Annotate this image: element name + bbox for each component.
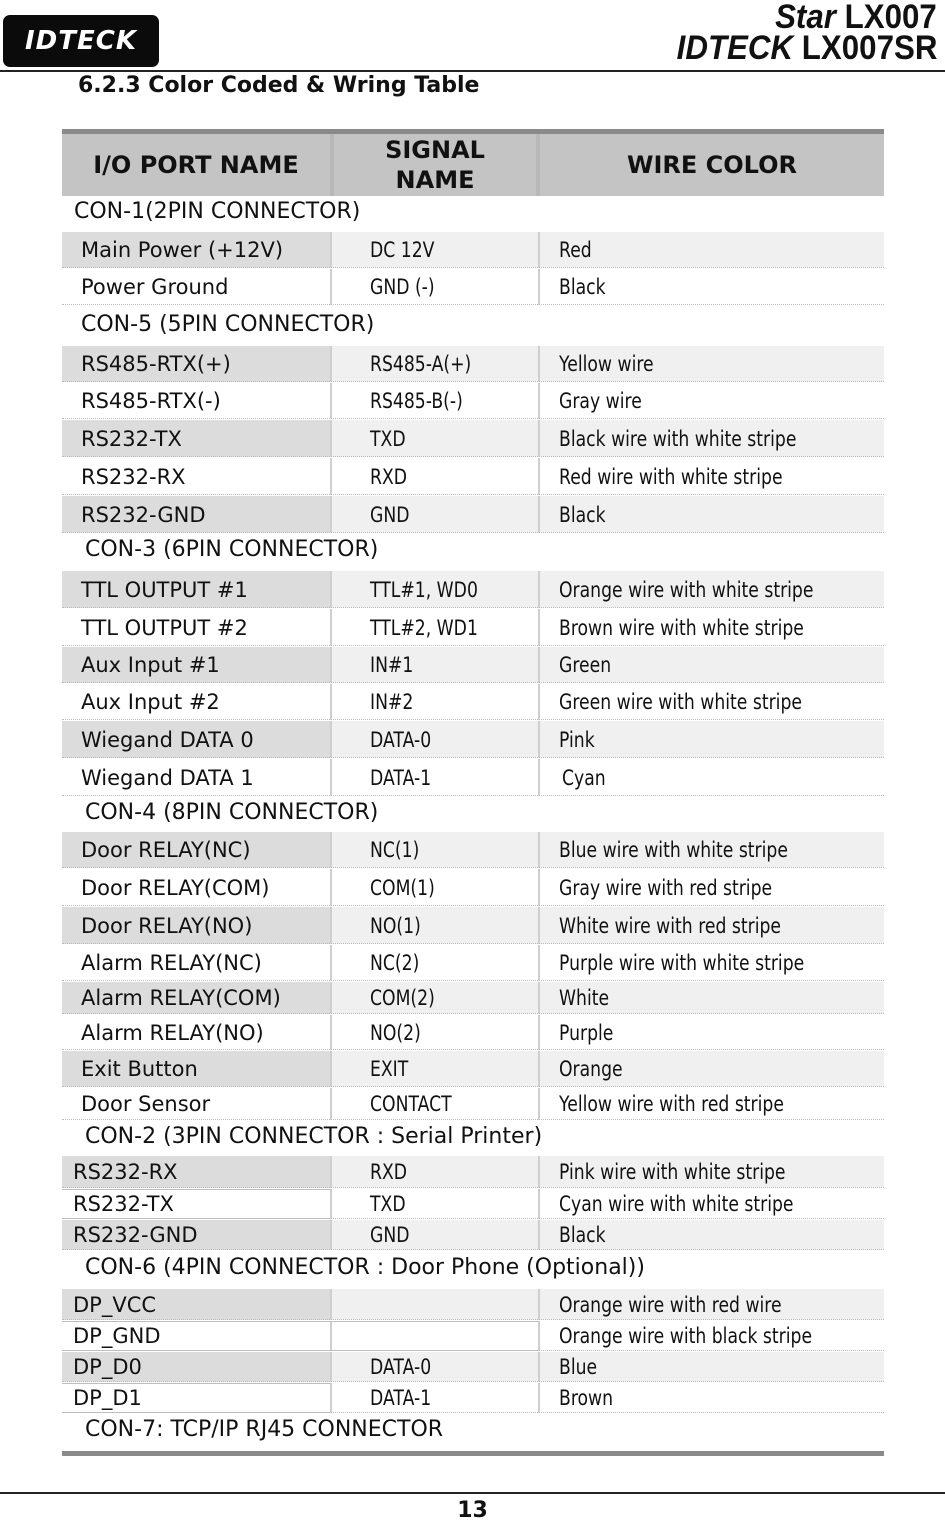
signal-name: RXD (370, 464, 408, 489)
io-port-name: Main Power (+12V) (81, 238, 284, 262)
io-port-name: RS232-TX (73, 1192, 174, 1216)
header-wire-color: WIRE COLOR (540, 134, 884, 196)
table-row (62, 1156, 884, 1188)
table-row (62, 1015, 884, 1050)
wire-color: Brown wire with white stripe (559, 615, 804, 640)
idteck-brand: IDTECK (676, 29, 793, 67)
signal-name: IN#2 (370, 690, 414, 714)
signal-name: TTL#2, WD1 (370, 615, 478, 640)
footer-divider (0, 1492, 945, 1494)
wire-color: Black (559, 275, 606, 299)
connector-label-con5: CON-5 (5PIN CONNECTOR) (81, 312, 375, 337)
wire-color: Black (559, 502, 606, 527)
wire-color: White (559, 986, 610, 1010)
wire-color: Pink (559, 727, 595, 752)
idteck-logo: IDTECK (3, 15, 159, 67)
io-port-name: DP_D0 (73, 1355, 142, 1379)
wire-color: Orange wire with white stripe (559, 577, 814, 602)
signal-name: NO(2) (370, 1020, 421, 1045)
table-row (62, 269, 884, 305)
signal-name: DATA-0 (370, 1355, 432, 1379)
connector-label-con4: CON-4 (8PIN CONNECTOR) (85, 800, 379, 825)
table-row (62, 647, 884, 683)
table-row (62, 1289, 884, 1320)
table-row (62, 1051, 884, 1087)
table-row (62, 721, 884, 758)
signal-name: CONTACT (370, 1092, 452, 1116)
signal-name: RS485-A(+) (370, 352, 472, 376)
io-port-name: Aux Input #1 (81, 653, 220, 677)
io-port-name: Aux Input #2 (81, 690, 220, 714)
wire-color: Blue (559, 1355, 598, 1379)
io-port-name: DP_VCC (73, 1292, 157, 1317)
table-row (62, 832, 884, 868)
header-signal-name: SIGNAL NAME (334, 134, 536, 196)
signal-name: TXD (370, 426, 406, 451)
wire-color: Black wire with white stripe (559, 426, 797, 451)
table-row (62, 383, 884, 419)
io-port-name: DP_GND (73, 1324, 161, 1348)
table-row (62, 1352, 884, 1382)
io-port-name: Alarm RELAY(COM) (81, 986, 281, 1010)
table-row (62, 496, 884, 533)
table-row (62, 907, 884, 944)
signal-name: IN#1 (370, 653, 414, 677)
io-port-name: Alarm RELAY(NC) (81, 951, 262, 975)
table-row (62, 420, 884, 457)
table-row (62, 571, 884, 608)
model-name-1: LX007 (844, 0, 937, 36)
io-port-name: TTL OUTPUT #1 (81, 577, 248, 602)
io-port-name: RS485-RTX(+) (81, 352, 231, 376)
io-port-name: Door Sensor (81, 1092, 211, 1116)
io-port-name: Exit Button (81, 1057, 198, 1081)
wire-color: Purple (559, 1020, 614, 1045)
table-row (62, 1189, 884, 1219)
wire-color: Gray wire (559, 389, 642, 413)
io-port-name: Wiegand DATA 1 (81, 765, 254, 790)
wire-color: Green (559, 653, 612, 677)
table-row (62, 1220, 884, 1250)
wire-color: Cyan (562, 765, 606, 790)
connector-label-con7: CON-7: TCP/IP RJ45 CONNECTOR (85, 1417, 444, 1442)
wire-color: Red (559, 238, 592, 262)
section-title: 6.2.3 Color Coded & Wring Table (78, 73, 480, 98)
io-port-name: Alarm RELAY(NO) (81, 1020, 264, 1045)
io-port-name: RS485-RTX(-) (81, 389, 221, 413)
table-bottom-border (62, 1451, 884, 1456)
io-port-name: RS232-RX (81, 464, 186, 489)
table-row (62, 458, 884, 495)
table-row (62, 609, 884, 646)
signal-name: TTL#1, WD0 (370, 577, 478, 602)
signal-name: COM(2) (370, 986, 435, 1010)
model-name-2: LX007SR (801, 29, 937, 67)
table-row (62, 759, 884, 796)
signal-name: GND (-) (370, 275, 435, 299)
wire-color: Pink wire with white stripe (559, 1160, 786, 1184)
star-brand: Star (775, 0, 837, 36)
io-port-name: RS232-TX (81, 426, 182, 451)
table-row (62, 945, 884, 981)
wire-color: Red wire with white stripe (559, 464, 783, 489)
signal-name: TXD (370, 1192, 406, 1216)
io-port-name: Door RELAY(NC) (81, 838, 251, 862)
header-divider (0, 70, 945, 72)
model-line-2 (676, 31, 937, 65)
connector-label-con3: CON-3 (6PIN CONNECTOR) (85, 537, 379, 562)
io-port-name: Wiegand DATA 0 (81, 727, 254, 752)
wire-color: Orange wire with black stripe (559, 1324, 813, 1348)
connector-label-con2: CON-2 (3PIN CONNECTOR : Serial Printer) (85, 1124, 543, 1149)
wire-color: Black (559, 1223, 606, 1247)
wire-color: Blue wire with white stripe (559, 838, 788, 862)
table-row (62, 1088, 884, 1120)
signal-name: EXIT (370, 1057, 409, 1081)
signal-name: NC(2) (370, 951, 420, 975)
table-row (62, 982, 884, 1014)
header-io-port-name: I/O PORT NAME (62, 134, 330, 196)
signal-name: NO(1) (370, 913, 421, 938)
page-number: 13 (457, 1498, 488, 1523)
signal-name: COM(1) (370, 875, 435, 900)
table-header (62, 129, 884, 196)
signal-name: GND (370, 1223, 410, 1247)
io-port-name: RS232-GND (81, 502, 206, 527)
table-row (62, 869, 884, 906)
signal-name: DC 12V (370, 238, 435, 262)
table-row (62, 684, 884, 720)
io-port-name: Door RELAY(COM) (81, 875, 270, 900)
signal-name: DATA-0 (370, 727, 432, 752)
table-row (62, 346, 884, 382)
signal-name: DATA-1 (370, 1386, 432, 1410)
signal-name: RXD (370, 1160, 408, 1184)
table-row (62, 1383, 884, 1413)
wire-color: Green wire with white stripe (559, 690, 802, 714)
wire-color: Yellow wire with red stripe (559, 1092, 784, 1116)
wire-color: Brown (559, 1386, 614, 1410)
connector-label-con1: CON-1(2PIN CONNECTOR) (74, 199, 361, 224)
wire-color: Yellow wire (559, 352, 654, 376)
wire-color: Orange (559, 1057, 623, 1081)
io-port-name: RS232-GND (73, 1223, 198, 1247)
table-row (62, 1321, 884, 1351)
io-port-name: RS232-RX (73, 1160, 178, 1184)
io-port-name: Power Ground (81, 275, 229, 299)
wire-color: Gray wire with red stripe (559, 875, 773, 900)
signal-name: NC(1) (370, 838, 420, 862)
io-port-name: TTL OUTPUT #2 (81, 615, 248, 640)
signal-name: GND (370, 502, 410, 527)
table-row (62, 232, 884, 268)
wire-color: Cyan wire with white stripe (559, 1192, 794, 1216)
wire-color: White wire with red stripe (559, 913, 782, 938)
wire-color: Purple wire with white stripe (559, 951, 805, 975)
io-port-name: DP_D1 (73, 1386, 142, 1410)
signal-name: RS485-B(-) (370, 389, 463, 413)
signal-name: DATA-1 (370, 765, 432, 790)
connector-label-con6: CON-6 (4PIN CONNECTOR : Door Phone (Optional)) (85, 1255, 645, 1280)
io-port-name: Door RELAY(NO) (81, 913, 253, 938)
wire-color: Orange wire with red wire (559, 1292, 782, 1317)
